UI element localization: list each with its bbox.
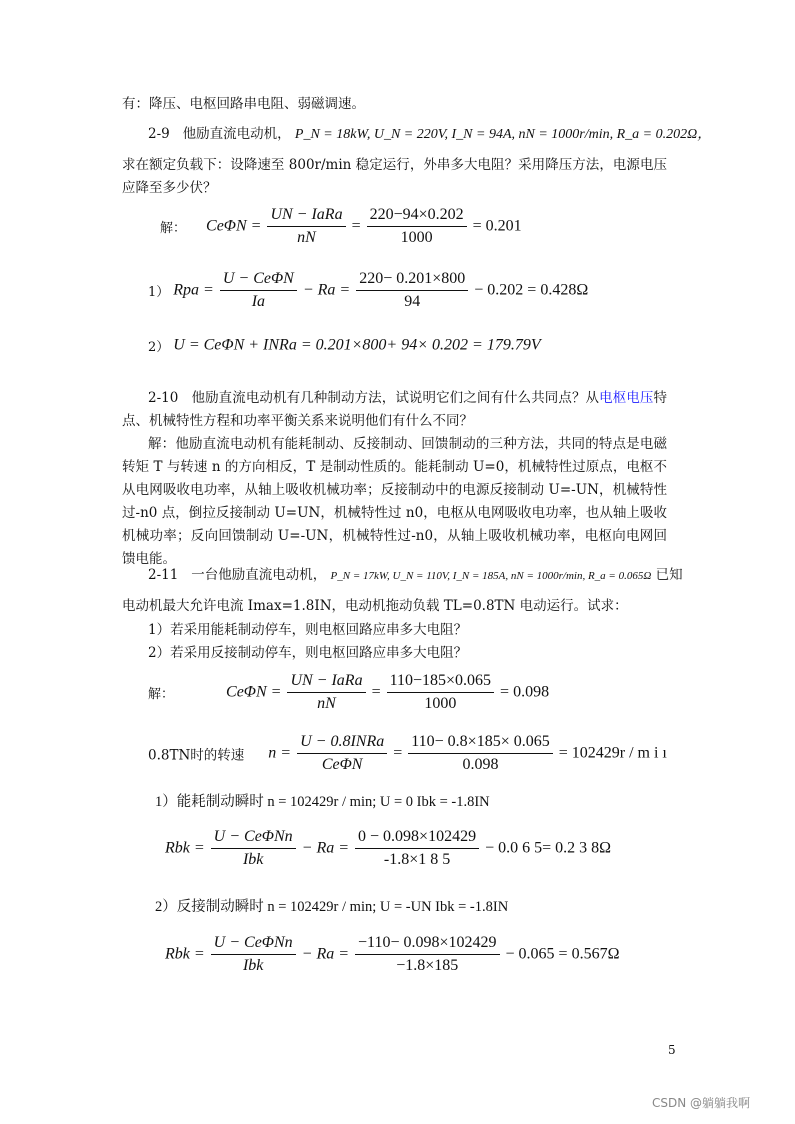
eq-equals: = bbox=[351, 217, 361, 235]
eq-result: = 102429r / m i ı bbox=[558, 744, 667, 762]
eq-fraction: $\frac{\text{U − CeΦNn}}{\text{Ibk}}$ bbox=[211, 934, 296, 975]
eq-fraction: $\frac{\text{U − CeΦNn}}{\text{Ibk}}$ bbox=[211, 828, 296, 869]
eq-fraction-values: $\frac{-110- 0.098\times 102429}{-1.8\times 185}$ bbox=[355, 934, 499, 975]
problem-2-11-line2: 电动机最大允许电流 Imax=1.8IN，电动机拖动负载 TL=0.8TN 电动运行。试求： bbox=[122, 598, 628, 614]
eq-fraction: $\frac{\text{UN − IaRa}}{nN}$ bbox=[287, 672, 365, 713]
problem-params: P_N = 17kW, U_N = 110V, I_N = 185A, nN = 1000r/min, R_a = 0.065Ω bbox=[330, 570, 652, 582]
eq-fraction-values: $\frac{110- 0.8\times 185\times 0.065}{0.098}$ bbox=[408, 733, 552, 774]
eq-expression: U = CeΦN + INRa = 0.201×800+ 94× 0.202 = 179.79V bbox=[173, 336, 541, 354]
eq-fraction-values: $\frac{110-185\times 0.065}{1000}$ bbox=[387, 672, 494, 713]
problem-params: P_N = 18kW, U_N = 220V, I_N = 94A, nN = 1000r/min, R_a = 0.202Ω， bbox=[294, 127, 712, 142]
eq-lhs: Rpa = bbox=[173, 281, 214, 299]
speed-label: 0.8TN时的转速 bbox=[148, 747, 245, 764]
problem-2-9-header bbox=[148, 126, 711, 144]
text-line-top: 有：降压、电枢回路串电阻、弱磁调速。 bbox=[122, 96, 365, 112]
eq-2-11-braking2 bbox=[165, 934, 619, 975]
question-text: 他励直流电动机有几种制动方法，试说明它们之间有什么共同点？从 bbox=[191, 390, 600, 406]
problem-2-9-question: 求在额定负载下：设降速至 800r/min 稳定运行，外串多大电阻？采用降压方法，电源电压应降至多少伏？ bbox=[122, 157, 667, 196]
question-text-end: 特点、机械特性方程和功率平衡关系来说明他们有什么不同？ bbox=[122, 390, 668, 429]
eq-result: = 0.098 bbox=[500, 683, 550, 701]
eq-lhs: Rbk = bbox=[165, 945, 205, 963]
solve-label: 解： bbox=[160, 221, 187, 236]
eq-fraction: $\frac{\text{U − 0.8INRa}}{\text{CeΦN}}$ bbox=[297, 733, 387, 774]
eq-2-11-braking1 bbox=[165, 828, 611, 869]
eq-2-9-step1 bbox=[148, 270, 588, 311]
eq-fraction: $\frac{\text{UN − IaRa}}{nN}$ bbox=[267, 206, 345, 247]
eq-fraction-values: $\frac{220-94\times 0.202}{1000}$ bbox=[367, 206, 467, 247]
page-number: 5 bbox=[668, 1043, 676, 1057]
problem-number: 2-9 bbox=[148, 126, 170, 142]
eq-mid: − Ra = bbox=[302, 281, 351, 299]
step-label: 1） bbox=[148, 285, 170, 300]
solve-label: 解： bbox=[148, 687, 175, 702]
braking-2-line: 2）反接制动瞬时 n = 102429r / min; U = -UN Ibk = -1.8IN bbox=[155, 899, 509, 915]
eq-lhs: n = bbox=[268, 744, 292, 762]
problem-tail: 已知 bbox=[655, 567, 683, 583]
eq-mid: − Ra = bbox=[301, 945, 350, 963]
eq-result: = 0.201 bbox=[472, 217, 522, 235]
step-label: 2） bbox=[148, 340, 170, 355]
eq-equals: = bbox=[371, 683, 381, 701]
problem-number: 2-11 bbox=[148, 567, 179, 583]
problem-2-11-header bbox=[148, 567, 683, 584]
problem-intro: 他励直流电动机， bbox=[182, 126, 291, 142]
problem-2-10-answer: 解：他励直流电动机有能耗制动、反接制动、回馈制动的三种方法，共同的特点是电磁转矩 T 与转速 n 的方向相反，T 是制动性质的。能耗制动 U=0，机械特性过原点，电枢不从电网吸收电功率，从轴上吸收机械功率；反接制动中的电源反接制动 U=-UN，机械特性过-n0 点，倒拉反接制动 U=UN，机械特性过 n0，电枢从电网吸收电功率，也从轴上吸收机械功率；反向回馈制动 U=-UN，机械特性过-n0，从轴上吸收机械功率，电枢向电网回馈电能。 bbox=[122, 436, 667, 567]
eq-lhs: Rbk = bbox=[165, 839, 205, 857]
eq-2-9-ce bbox=[160, 206, 522, 247]
problem-2-11-q2: 2）若采用反接制动停车，则电枢回路应串多大电阻？ bbox=[148, 645, 468, 661]
eq-result: − 0.202 = 0.428Ω bbox=[474, 281, 589, 299]
eq-fraction-values: $\frac{0 - 0.098\times 102429}{-1.8\times 1 8 5}$ bbox=[355, 828, 479, 869]
braking-1-line: 1）能耗制动瞬时 n = 102429r / min; U = 0 Ibk = -1.8IN bbox=[155, 794, 490, 810]
problem-2-10-question bbox=[122, 387, 667, 433]
eq-result: − 0.0 6 5= 0.2 3 8Ω bbox=[485, 839, 612, 857]
eq-fraction-values: $\frac{220- 0.201\times 800}{94}$ bbox=[356, 270, 468, 311]
eq-equals: = bbox=[393, 744, 403, 762]
eq-2-11-speed bbox=[148, 733, 667, 774]
problem-intro: 一台他励直流电动机， bbox=[191, 567, 327, 583]
watermark: CSDN @躺躺我啊 bbox=[652, 1096, 751, 1110]
eq-lhs: CeΦN = bbox=[226, 683, 282, 701]
problem-number: 2-10 bbox=[148, 390, 179, 406]
eq-lhs: CeΦN = bbox=[206, 217, 262, 235]
eq-2-9-step2 bbox=[148, 336, 541, 355]
eq-2-11-ce bbox=[148, 672, 549, 713]
eq-result: − 0.065 = 0.567Ω bbox=[505, 945, 620, 963]
eq-mid: − Ra = bbox=[301, 839, 350, 857]
link-armature-voltage[interactable]: 电枢电压 bbox=[599, 390, 654, 406]
eq-fraction: $\frac{\text{U − CeΦN}}{Ia}$ bbox=[220, 270, 297, 311]
problem-2-11-q1: 1）若采用能耗制动停车，则电枢回路应串多大电阻？ bbox=[148, 622, 468, 638]
